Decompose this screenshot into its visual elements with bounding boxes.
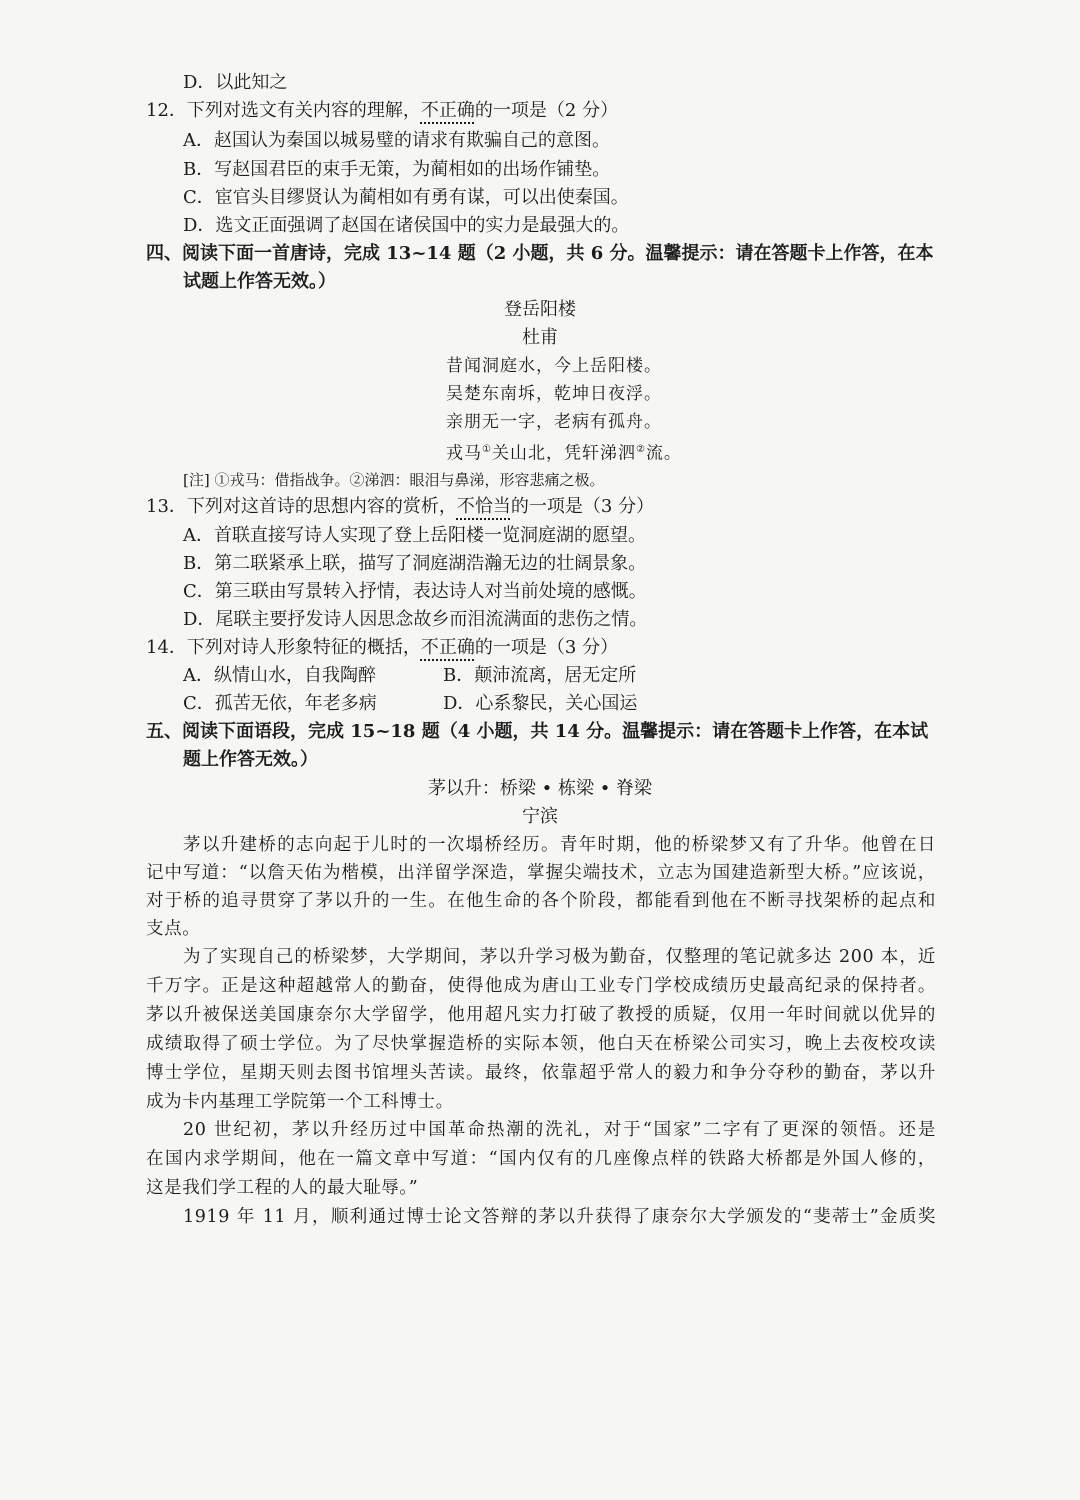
section4-heading: 四、阅读下面一首唐诗，完成 13~14 题（2 小题，共 6 分。温馨提示：请在答题卡上作答，在本	[146, 243, 934, 264]
q12-stem-post: 的一项是（2 分）	[474, 100, 619, 121]
q13-option-c: C．第三联由写景转入抒情，表达诗人对当前处境的感慨。	[183, 581, 647, 602]
article-paragraph-line: 博士学位，星期天则去图书馆埋头苦读。最终，依靠超乎常人的毅力和争分夺秒的勤奋，茅以升	[146, 1063, 936, 1083]
poem-line-4-c: 流。	[645, 443, 682, 464]
article-paragraph-line: 这是我们学工程的人的最大耻辱。”	[146, 1178, 419, 1198]
article-paragraph-line: 20 世纪初，茅以升经历过中国革命热潮的洗礼，对于“国家”二字有了更深的领悟。还是	[183, 1120, 936, 1140]
article-title: 茅以升：桥梁 • 栋梁 • 脊梁	[427, 778, 653, 799]
q13-number: 13．	[146, 496, 187, 517]
q13-option-b: B．第二联紧承上联，描写了洞庭湖浩瀚无边的壮阔景象。	[183, 553, 647, 574]
q13-option-d: D．尾联主要抒发诗人因思念故乡而泪流满面的悲伤之情。	[183, 609, 648, 630]
q14-stem-pre: 下列对诗人形象特征的概括，	[186, 637, 421, 658]
q12-option-c: C．宦官头目缪贤认为蔺相如有勇有谋，可以出使秦国。	[183, 187, 629, 208]
article-paragraph-line: 记中写道：“以詹天佑为楷模，出洋留学深造，掌握尖端技术，立志为国建造新型大桥。”应该说，	[146, 863, 936, 883]
q13-stem	[146, 494, 654, 520]
q14-option-d: D．心系黎民，关心国运	[443, 693, 638, 714]
poem-line-4	[446, 437, 682, 467]
q14-stem	[146, 635, 618, 661]
section5-heading-cont: 题上作答无效。）	[183, 749, 318, 770]
q12-emphasis: 不正确	[420, 100, 475, 121]
q14-option-a: A．纵情山水，自我陶醉	[183, 665, 376, 686]
article-paragraph-line: 支点。	[146, 919, 201, 939]
poem-line-1: 昔闻洞庭水，今上岳阳楼。	[446, 356, 662, 376]
article-paragraph-line: 茅以升被保送美国康奈尔大学留学，他用超凡实力打破了教授的质疑，仅用一年时间就以优异的	[146, 1005, 936, 1025]
article-paragraph-line: 千万字。正是这种超越常人的勤奋，使得他成为唐山工业专门学校成绩历史最高纪录的保持者。	[146, 976, 936, 996]
q12-stem	[146, 98, 618, 124]
poem-line-2: 吴楚东南坼，乾坤日夜浮。	[446, 384, 662, 404]
article-paragraph-line: 成绩取得了硕士学位。为了尽快掌握造桥的实际本领，他白天在桥梁公司实习，晚上去夜校攻读	[146, 1034, 936, 1054]
q12-option-d: D．选文正面强调了赵国在诸侯国中的实力是最强大的。	[183, 215, 630, 236]
q11-option-d: D．以此知之	[183, 72, 288, 93]
poem-line-4-b: 关山北，凭轩涕泗	[491, 443, 636, 464]
article-author: 宁滨	[522, 806, 558, 827]
q12-option-b: B．写赵国君臣的束手无策，为蔺相如的出场作铺垫。	[183, 159, 611, 180]
q13-option-a: A．首联直接写诗人实现了登上岳阳楼一览洞庭湖的愿望。	[183, 525, 646, 546]
article-paragraph-line: 茅以升建桥的志向起于儿时的一次塌桥经历。青年时期，他的桥梁梦又有了升华。他曾在日	[183, 835, 936, 855]
poem-line-4-a: 戎马	[446, 443, 482, 464]
article-paragraph-line: 1919 年 11 月，顺利通过博士论文答辩的茅以升获得了康奈尔大学颁发的“斐蒂士”金质奖	[183, 1207, 936, 1227]
q14-stem-post: 的一项是（3 分）	[474, 637, 619, 658]
poem-note: [注] ①戎马：借指战争。②涕泗：眼泪与鼻涕，形容悲痛之极。	[183, 471, 605, 489]
q13-emphasis: 不恰当	[456, 496, 511, 517]
article-paragraph-line: 在国内求学期间，他在一篇文章中写道：“国内仅有的几座像点样的铁路大桥都是外国人修的，	[146, 1149, 936, 1169]
article-paragraph-line: 对于桥的追寻贯穿了茅以升的一生。在他生命的各个阶段，都能看到他在不断寻找架桥的起点和	[146, 891, 936, 911]
q13-stem-pre: 下列对这首诗的思想内容的赏析，	[186, 496, 457, 517]
q13-stem-post: 的一项是（3 分）	[510, 496, 655, 517]
poem-line-3: 亲朋无一字，老病有孤舟。	[446, 412, 662, 432]
q14-number: 14．	[146, 637, 187, 658]
q14-emphasis: 不正确	[420, 637, 475, 658]
q12-option-a: A．赵国认为秦国以城易璧的请求有欺骗自己的意图。	[183, 130, 610, 151]
section5-heading: 五、阅读下面语段，完成 15~18 题（4 小题，共 14 分。温馨提示：请在答题卡上作答，在本试	[146, 721, 929, 742]
poem-title: 登岳阳楼	[504, 299, 576, 320]
q12-number: 12．	[146, 100, 187, 121]
footnote-marker-1: ①	[482, 444, 492, 455]
article-paragraph-line: 为了实现自己的桥梁梦，大学期间，茅以升学习极为勤奋，仅整理的笔记就多达 200 本，近	[183, 947, 936, 967]
footnote-marker-2: ②	[635, 444, 646, 455]
q12-stem-pre: 下列对选文有关内容的理解，	[186, 100, 421, 121]
article-paragraph-line: 成为卡内基理工学院第一个工科博士。	[146, 1092, 454, 1112]
q14-option-b: B．颠沛流离，居无定所	[443, 665, 637, 686]
q14-option-c: C．孤苦无依，年老多病	[183, 693, 377, 714]
section4-heading-cont: 试题上作答无效。）	[183, 271, 336, 292]
poem-author: 杜甫	[522, 327, 558, 348]
